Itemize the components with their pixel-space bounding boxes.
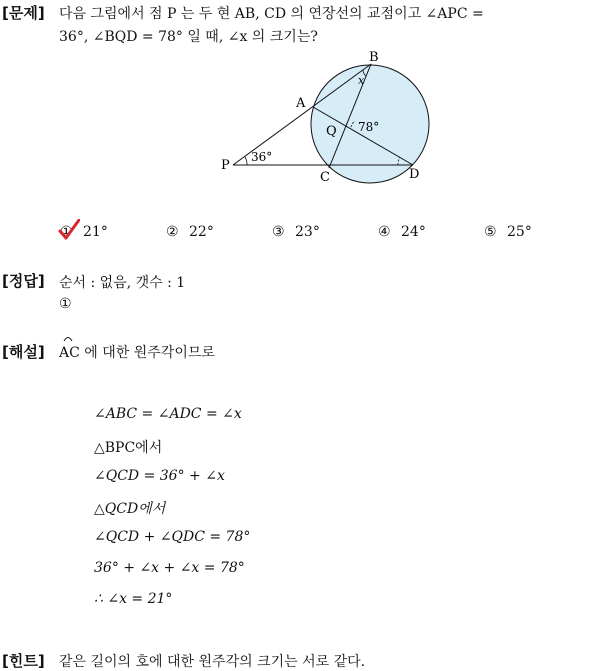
problem-text-line1: 다음 그림에서 점 P 는 두 현 AB, CD 의 연장선의 교점이고 ∠APC = [59, 6, 484, 22]
angle-label-36: 36° [251, 150, 273, 164]
option-4-text: 24° [401, 224, 426, 240]
option-2-text: 22° [189, 224, 214, 240]
label-b: B [369, 50, 379, 65]
answer-meta: 순서 : 없음, 갯수 : 1 [59, 275, 186, 291]
option-1-text: 21° [83, 224, 108, 240]
option-5-number: ⑤ [484, 224, 497, 240]
problem-text-line2: 36°, ∠BQD = 78° 일 때, ∠x 의 크기는? [59, 29, 318, 45]
option-4-number: ④ [378, 224, 391, 240]
hint-tag: [힌트] [2, 652, 45, 670]
answer-value: ① [59, 296, 72, 312]
geometry-figure [215, 48, 445, 188]
option-5-text: 25° [507, 224, 532, 240]
option-2[interactable] [166, 224, 214, 240]
option-3[interactable] [272, 224, 320, 240]
explanation-step-1: ∠ABC = ∠ADC = ∠x [94, 406, 242, 422]
explanation-intro: AC 에 대한 원주각이므로 [59, 345, 215, 361]
angle-arc-p [245, 157, 247, 165]
arc-mark [63, 334, 73, 342]
checkmark-icon [58, 219, 80, 241]
label-c: C [320, 170, 330, 185]
label-p: P [221, 158, 230, 173]
problem-tag: [문제] [2, 4, 45, 22]
explanation-step-4: △QCD에서 [94, 501, 166, 517]
explanation-step-2: △BPC에서 [94, 440, 163, 456]
explanation-step-5: ∠QCD + ∠QDC = 78° [94, 529, 251, 545]
option-2-number: ② [166, 224, 179, 240]
label-d: D [409, 167, 420, 182]
hint-text: 같은 길이의 호에 대한 원주각의 크기는 서로 같다. [59, 654, 366, 670]
option-4[interactable] [378, 224, 426, 240]
option-1-number: ① [60, 224, 73, 240]
angle-label-78: 78° [358, 120, 380, 134]
option-3-text: 23° [295, 224, 320, 240]
explanation-tag: [해설] [2, 343, 45, 361]
option-3-number: ③ [272, 224, 285, 240]
explanation-step-6: 36° + ∠x + ∠x = 78° [94, 560, 245, 576]
explanation-step-7: ∴ ∠x = 21° [94, 591, 173, 607]
label-q: Q [326, 124, 337, 139]
explanation-step-3: ∠QCD = 36° + ∠x [94, 468, 225, 484]
label-a: A [296, 96, 306, 111]
answer-tag: [정답] [2, 272, 45, 290]
label-x: x [358, 74, 365, 87]
option-5[interactable] [484, 224, 532, 240]
